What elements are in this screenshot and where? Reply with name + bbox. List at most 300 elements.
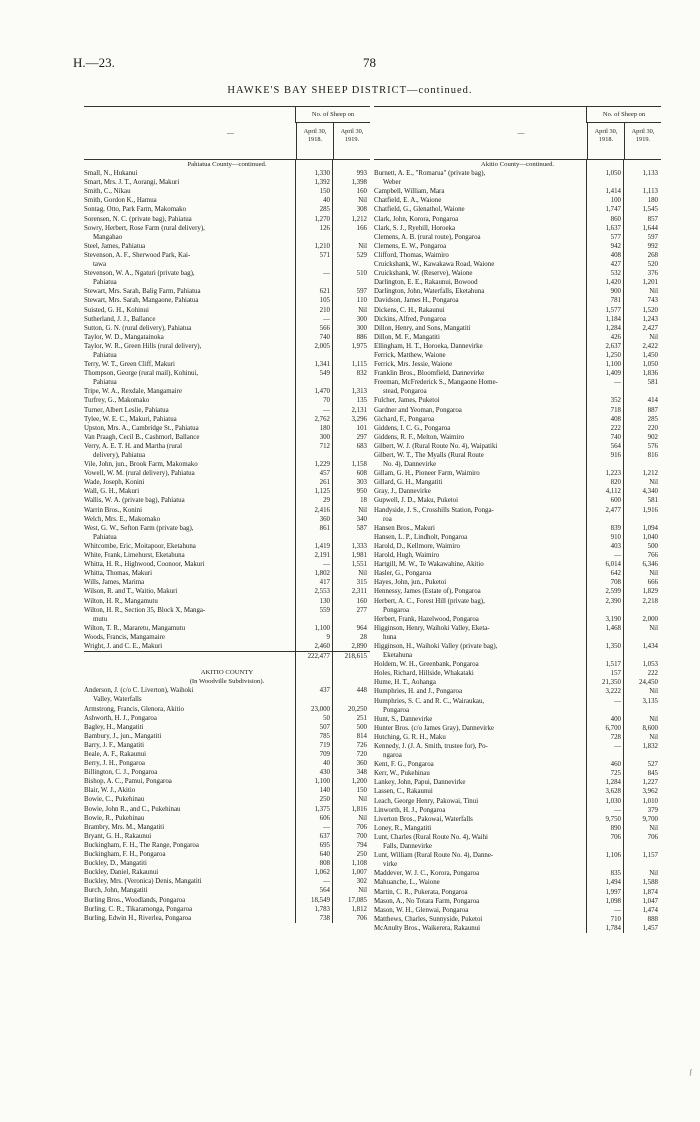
- owner-name: Burling, Edwin H., Riverlea, Pongaroa: [84, 914, 192, 922]
- sheep-1918-value: 1,270: [314, 215, 330, 223]
- table-row: [374, 924, 661, 933]
- owner-name: Hunt, S., Dannevirke: [374, 715, 433, 723]
- sheep-1918-value: 890: [610, 824, 621, 832]
- sheep-1918-value: 571: [319, 251, 330, 259]
- sheep-1919-value: [624, 842, 661, 851]
- owner-name: Hasler, G., Pongaroa: [374, 570, 432, 578]
- table-row: [84, 578, 370, 587]
- table-row: [374, 378, 661, 387]
- sheep-1918-value: 2,477: [605, 506, 621, 514]
- table-row: [84, 850, 370, 859]
- sheep-1918-value: [296, 278, 333, 287]
- sheep-1918-value: 126: [319, 224, 330, 232]
- table-row: [374, 778, 661, 787]
- owner-name: Clark, John, Korora, Pongaroa: [374, 215, 459, 223]
- owner-name: Higginson, H., Waihoki Valley (private bag),: [374, 642, 498, 650]
- left-column: [84, 106, 370, 923]
- owner-name: Clemens, A. B. (rural route), Pongaroa: [374, 233, 481, 241]
- sheep-1918-value: 559: [319, 606, 330, 614]
- sheep-1918-value: 532: [610, 270, 621, 278]
- sheep-1919-value: 706: [356, 914, 367, 922]
- owner-name: [84, 652, 296, 661]
- sheep-1918-value: 606: [319, 814, 330, 822]
- owner-name: Humphries, H. and J., Pongaroa: [374, 688, 463, 696]
- owner-name: Hennessy, James (Estate of), Pongaroa: [374, 588, 481, 596]
- table-row: [374, 342, 661, 351]
- sheep-1919-value: 1,916: [642, 506, 658, 514]
- sheep-1918-value: 709: [319, 751, 330, 758]
- sheep-1918-value: 1,409: [605, 370, 621, 378]
- sheep-1919-value: Nil: [358, 306, 367, 314]
- sheep-1918-value: 9,750: [605, 815, 621, 823]
- sheep-1919-value: 6,346: [642, 561, 658, 569]
- sheep-1919-value: 887: [647, 406, 658, 414]
- table-row: [374, 251, 661, 260]
- sheep-1919-value: 683: [356, 442, 367, 450]
- table-row: [84, 686, 370, 695]
- owner-name: Hayes, John, jun., Puketoi: [374, 579, 447, 587]
- sheep-1918-value: 1,062: [314, 869, 330, 877]
- sheep-1919-value: 726: [356, 741, 367, 749]
- table-row: [374, 287, 661, 296]
- sheep-1919-value: 348: [356, 769, 367, 777]
- owner-name: Bowie, R., Pukehinau: [84, 814, 145, 822]
- owner-name: Mason, W. H., Glenwai, Pongaroa: [374, 906, 469, 914]
- owner-name: Wall, G. H., Makuri: [84, 488, 140, 496]
- table-row: [84, 642, 370, 651]
- sheep-1918-value: 564: [319, 887, 330, 895]
- sheep-1918-value: 2,416: [314, 506, 330, 514]
- page-number: 78: [363, 55, 376, 70]
- sheep-1919-value: 1,520: [642, 306, 658, 314]
- sheep-1919-value: 1,836: [642, 370, 658, 378]
- owner-name: Ellingham, H. T., Horoeka, Dannevirke: [374, 342, 483, 350]
- sheep-1919-value: Nil: [358, 887, 367, 895]
- owner-name: Barry, J. F., Mangatiti: [84, 741, 145, 749]
- sheep-1918-value: 1,419: [314, 542, 330, 550]
- sheep-1918-value: 861: [319, 524, 330, 532]
- table-row: [374, 587, 661, 596]
- sheep-1918-value: —: [614, 379, 621, 387]
- sheep-1919-value: 1,040: [642, 533, 658, 541]
- table-row: [374, 642, 661, 651]
- sheep-1919-value: 251: [356, 714, 367, 722]
- owner-name: Valley, Waterfalls: [93, 696, 142, 704]
- sheep-1918-value: 910: [610, 533, 621, 541]
- owner-name: Hansen, L. P., Lindholt, Pongaroa: [374, 533, 468, 541]
- sheep-1918-value: 300: [319, 433, 330, 441]
- table-row: [84, 433, 370, 442]
- sheep-1919-value: 576: [647, 442, 658, 450]
- sheep-1918-value: 725: [610, 770, 621, 778]
- sheep-1919-value: [333, 533, 370, 542]
- table-row: [84, 841, 370, 850]
- sheep-1918-value: —: [614, 743, 621, 750]
- owner-name: Wilton, H. R., Mangamutu: [84, 597, 158, 605]
- table-row: [374, 824, 661, 833]
- sheep-1919-value: 1,115: [351, 361, 367, 369]
- year-1919-heading: April 30, 1919.: [333, 123, 370, 159]
- table-row: [374, 906, 661, 915]
- table-row: [84, 506, 370, 515]
- sheep-1918-value: 1,284: [605, 779, 621, 787]
- owner-name: Giddens, R. F., Melton, Waimiro: [374, 433, 465, 441]
- owner-name: Turner, Albert Leslie, Pahiatua: [84, 406, 169, 414]
- owner-name: Smith, C., Nikau: [84, 188, 131, 196]
- table-row: [84, 351, 370, 360]
- sheep-1919-value: 135: [356, 397, 367, 405]
- table-row: [84, 877, 370, 886]
- table-row: [84, 269, 370, 278]
- owner-name: Beale, A. F., Rakaunui: [84, 751, 147, 758]
- sheep-1918-value: 820: [610, 479, 621, 487]
- table-row: [374, 606, 661, 615]
- sheep-1919-value: [333, 278, 370, 287]
- table-row: [374, 697, 661, 706]
- table-row: [374, 260, 661, 269]
- table-row: [84, 886, 370, 895]
- sheep-1918-value: 1,100: [314, 778, 330, 786]
- table-row: [374, 687, 661, 696]
- sheep-1918-value: [296, 260, 333, 269]
- sheep-1918-value: 1,747: [605, 206, 621, 214]
- sheep-1918-value: —: [323, 561, 330, 569]
- sheep-1918-value: [587, 842, 624, 851]
- table-row: [84, 587, 370, 596]
- table-row: [374, 215, 661, 224]
- owner-name: White, Frank, Limehurst, Eketahuna: [84, 552, 185, 560]
- table-row: [84, 342, 370, 351]
- sheep-1918-value: 1,100: [314, 624, 330, 632]
- table-row: [374, 878, 661, 887]
- sheep-1919-value: 666: [647, 579, 658, 587]
- sheep-1918-value: 695: [319, 841, 330, 849]
- sheep-1918-value: 1,350: [605, 642, 621, 650]
- sheep-1919-value: 743: [647, 297, 658, 305]
- table-row: [374, 660, 661, 669]
- sheep-1918-value: 621: [319, 288, 330, 296]
- sheep-1918-value: 437: [319, 687, 330, 695]
- sheep-1919-value: [333, 378, 370, 387]
- sheep-1918-value: 261: [319, 479, 330, 487]
- sheep-1919-value: 2,131: [351, 406, 367, 414]
- owner-name: Stewart, Mrs. Sarah, Balig Farm, Pahiatua: [84, 288, 201, 296]
- sheep-1918-value: 507: [319, 723, 330, 731]
- table-row: [374, 751, 661, 760]
- owner-name: Harold, D., Kellmore, Waimiro: [374, 542, 461, 550]
- owner-name: Pongaroa: [383, 606, 410, 614]
- table-row: [374, 851, 661, 860]
- table-row: [374, 242, 661, 251]
- table-row: [374, 205, 661, 214]
- table-row: [84, 224, 370, 233]
- owner-name: Smith, Gordon K., Hamua: [84, 197, 157, 205]
- table-row: [84, 868, 370, 877]
- owner-name: Mason, A., No Totara Farm, Pongaroa: [374, 897, 480, 905]
- sheep-1918-value: —: [323, 270, 330, 278]
- table-row: [84, 515, 370, 524]
- sheep-1919-value: 1,007: [351, 869, 367, 877]
- sheep-1919-value: 28: [360, 633, 367, 641]
- table-row: [374, 460, 661, 469]
- table-row: [84, 542, 370, 551]
- sheep-1919-value: Nil: [649, 479, 658, 487]
- name-column-heading: —: [227, 129, 234, 137]
- owner-name: Wilson, R. and T., Waitio, Makuri: [84, 588, 178, 596]
- owner-name: Wilton, T. R., Mararetu, Mangamutu: [84, 624, 186, 632]
- sheep-1919-value: 379: [647, 806, 658, 814]
- sheep-1919-value: 1,829: [642, 588, 658, 596]
- sheep-1918-value: [296, 233, 333, 242]
- owner-name: Martin, C. R., Pukerata, Pongaroa: [374, 888, 468, 896]
- owner-name: Steel, James, Pahiatua: [84, 242, 146, 250]
- sheep-1919-value: 608: [356, 470, 367, 478]
- table-row: [374, 560, 661, 569]
- owner-name: Wallis, W. A. (private bag), Pahiatua: [84, 497, 185, 505]
- owner-name: Gilbert, W. J. (Rural Route No. 4), Waipatiki: [374, 442, 498, 450]
- table-row: [84, 750, 370, 759]
- owner-name: West, G. W., Sefton Farm (private bag),: [84, 524, 194, 532]
- sheep-1918-value: 2,762: [314, 415, 330, 423]
- table-row: [84, 795, 370, 804]
- owner-name: Pahiatua County—continued.: [187, 161, 267, 168]
- sheep-1918-value: 426: [610, 333, 621, 341]
- table-row: [84, 415, 370, 424]
- section-heading: [84, 160, 370, 169]
- owner-name: Bowie, C., Pukehinau: [84, 796, 145, 804]
- sheep-1919-value: 950: [356, 488, 367, 496]
- table-row: [84, 296, 370, 305]
- sheep-1919-value: 268: [647, 251, 658, 259]
- table-row: [84, 378, 370, 387]
- owner-name: Pahiatua: [93, 279, 117, 287]
- sheep-1919-value: 993: [356, 170, 367, 178]
- owner-name: Chatfield, E. A., Waione: [374, 197, 442, 205]
- sheep-1918-value: 860: [610, 215, 621, 223]
- owner-name: Leach, George Henry, Pakowai, Tinui: [374, 797, 479, 805]
- table-row: [374, 196, 661, 205]
- sheep-1918-value: 100: [610, 197, 621, 205]
- report-reference: H.—23.: [73, 55, 115, 70]
- sheep-1919-value: Nil: [649, 624, 658, 632]
- table-row: [84, 360, 370, 369]
- owner-name: Kerr, W., Pukehinau: [374, 770, 430, 778]
- owner-name: Gichard, F., Pongaroa: [374, 415, 435, 423]
- sheep-1918-value: 70: [323, 397, 330, 405]
- sheep-1919-value: [624, 460, 661, 469]
- table-row: [84, 560, 370, 569]
- sheep-1918-value: 1,517: [605, 661, 621, 669]
- owner-name: Cruickshank, W., Kawakawa Road, Waione: [374, 261, 495, 269]
- sheep-1918-value: 1,050: [605, 170, 621, 178]
- sheep-1918-value: 1,106: [605, 852, 621, 860]
- sheep-1919-value: 1,133: [642, 170, 658, 178]
- sheep-1919-value: 1,474: [642, 906, 658, 914]
- owner-name: Gray, J., Dannevirke: [374, 488, 431, 496]
- sheep-1918-value: 637: [319, 832, 330, 840]
- sheep-1918-value: 839: [610, 524, 621, 532]
- table-row: [374, 396, 661, 405]
- column-rule: [332, 160, 333, 923]
- sheep-1919-value: 992: [647, 242, 658, 250]
- sheep-1918-value: 900: [610, 288, 621, 296]
- owner-name: Hansen Bros., Makuri: [374, 524, 435, 532]
- sheep-1918-value: 566: [319, 324, 330, 332]
- owner-name: Suisted, G. H., Kohinui: [84, 306, 149, 314]
- table-row: [84, 597, 370, 606]
- total-row: [84, 651, 370, 661]
- sheep-1919-value: Nil: [649, 570, 658, 578]
- owner-name: Woods, Francis, Mangamaire: [84, 633, 165, 641]
- sheep-1918-value: 250: [319, 796, 330, 804]
- owner-name: Darlington, John, Waterfalls, Eketahuna: [374, 288, 485, 296]
- sheep-1919-value: 520: [647, 261, 658, 269]
- sheep-1919-value: 500: [356, 723, 367, 731]
- table-row: [374, 806, 661, 815]
- table-row: [84, 460, 370, 469]
- owner-name: Matthews, Charles, Sunnyside, Puketoi: [374, 915, 483, 923]
- sheep-1918-value: [296, 378, 333, 387]
- table-row: [84, 242, 370, 251]
- sheep-1919-value: [624, 860, 661, 869]
- owner-name: Burnett, A. E., "Romarua" (private bag),: [374, 170, 486, 178]
- owner-name: Small, N., Hukanui: [84, 170, 138, 178]
- table-row: [84, 777, 370, 786]
- sheep-1918-value: 2,005: [314, 342, 330, 350]
- sheep-1918-value: 2,599: [605, 588, 621, 596]
- table-row: [84, 233, 370, 242]
- sheep-1918-value: 1,125: [314, 488, 330, 496]
- sheep-1919-value: Nil: [649, 715, 658, 723]
- table-row: [374, 469, 661, 478]
- sheep-1919-value: 300: [356, 324, 367, 332]
- sheep-1918-value: —: [323, 823, 330, 831]
- table-row: [84, 469, 370, 478]
- owner-name: Lankey, John, Papui, Dannevirke: [374, 779, 466, 787]
- owner-name: Mangahao: [93, 233, 123, 241]
- owner-name: Wade, Joseph, Konini: [84, 479, 145, 487]
- sheep-1918-value: 1,284: [605, 324, 621, 332]
- sheep-1919-value: Nil: [649, 870, 658, 878]
- right-column: [374, 106, 661, 933]
- page-header: [73, 55, 660, 75]
- sheep-1918-value: 457: [319, 470, 330, 478]
- owner-name: Holdem, W. H., Greenbank, Pongaroa: [374, 661, 479, 669]
- sheep-1918-value: 210: [319, 306, 330, 314]
- owner-name: Tylee, W. E. C., Makuri, Pahiatua: [84, 415, 177, 423]
- sheep-1918-value: 1,330: [314, 170, 330, 178]
- sheep-1918-value: 718: [610, 406, 621, 414]
- table-row: [374, 415, 661, 424]
- owner-name: Sorensen, N. C. (private bag), Pahiatua: [84, 215, 192, 223]
- owner-name: Wilton, H. R., Section 35, Block X, Manga-: [84, 606, 206, 614]
- table-row: [374, 624, 661, 633]
- sheep-1919-value: 297: [356, 433, 367, 441]
- owner-name: McAnulty Bros., Waikerera, Rakaunui: [374, 924, 481, 932]
- sheep-1919-value: [333, 233, 370, 242]
- sheep-1919-value: 1,333: [351, 542, 367, 550]
- sheep-1918-value: 40: [323, 760, 330, 768]
- sheep-1919-value: 1,050: [642, 361, 658, 369]
- sheep-1919-value: 1,816: [351, 805, 367, 813]
- sheep-1918-value: 1,802: [314, 570, 330, 578]
- table-row: [84, 823, 370, 832]
- margin-mark: ʃ: [689, 1068, 692, 1076]
- table-row: [84, 533, 370, 542]
- sheep-1918-value: 403: [610, 542, 621, 550]
- sheep-1918-value: 1,414: [605, 188, 621, 196]
- owner-name: Ferrick, Mrs. Jessie, Waione: [374, 361, 453, 369]
- table-row: [374, 578, 661, 587]
- table-row: [374, 442, 661, 451]
- sheep-1919-value: 414: [647, 397, 658, 405]
- column-rule: [295, 160, 296, 923]
- sheep-1919-value: [624, 651, 661, 660]
- table-row: [374, 533, 661, 542]
- sheep-1919-value: 794: [356, 841, 367, 849]
- sheep-1918-value: 719: [319, 741, 330, 749]
- table-row: [374, 451, 661, 460]
- sheep-1919-value: 857: [647, 215, 658, 223]
- table-row: [84, 306, 370, 315]
- owner-name: Sontag, Otto, Park Farm, Makomako: [84, 206, 187, 214]
- sheep-1919-value: [624, 606, 661, 615]
- sheep-1919-value: 277: [356, 606, 367, 614]
- table-row: [374, 506, 661, 515]
- owner-name: Verry, A. E. T. H. and Martha (rural: [84, 442, 183, 450]
- sheep-1918-value: 2,637: [605, 342, 621, 350]
- sheep-1919-value: 166: [356, 224, 367, 232]
- table-row: [84, 606, 370, 615]
- sheep-1918-value: 942: [610, 242, 621, 250]
- sheep-1919-value: 340: [356, 515, 367, 523]
- sheep-1918-value: 710: [610, 915, 621, 923]
- table-row: [374, 787, 661, 796]
- sheep-1918-value: 9: [326, 633, 330, 641]
- sheep-1918-value: 352: [610, 397, 621, 405]
- sheep-1919-value: 1,975: [351, 342, 367, 350]
- owner-name: Campbell, William, Mara: [374, 188, 445, 196]
- sheep-1918-value: 1,184: [605, 315, 621, 323]
- table-row: [84, 714, 370, 723]
- sheep-1919-value: [333, 695, 370, 704]
- sheep-1919-value: 597: [356, 288, 367, 296]
- sheep-1918-value: 640: [319, 851, 330, 859]
- owner-name: Clifford, Thomas, Waimiro: [374, 251, 449, 259]
- sheep-1918-value: 2,191: [314, 552, 330, 560]
- sheep-1919-value: 360: [356, 760, 367, 768]
- sheep-1918-value: [587, 606, 624, 615]
- owner-name: Pongaroa: [383, 706, 410, 714]
- owner-name: Liverton Bros., Pakowai, Waterfalls: [374, 815, 473, 823]
- sheep-1919-value: 1,212: [351, 215, 367, 223]
- sheep-1919-value: 1,874: [642, 888, 658, 896]
- sheep-1918-value: 2,390: [605, 597, 621, 605]
- owner-name: Buckley, Mrs. (Veronica) Denis, Mangatiti: [84, 878, 202, 886]
- table-row: [84, 196, 370, 205]
- table-row: [374, 742, 661, 751]
- sheep-1919-value: 510: [356, 270, 367, 278]
- sheep-1918-value: 600: [610, 497, 621, 505]
- sheep-1919-value: 303: [356, 479, 367, 487]
- name-column-heading: —: [517, 129, 525, 137]
- owner-name: Vowell, W. M. (rural delivery), Pahiatua: [84, 470, 195, 478]
- sheep-1919-value: [624, 706, 661, 715]
- sheep-1919-value: 845: [647, 770, 658, 778]
- sheep-1919-value: 8,600: [642, 724, 658, 732]
- table-row: [84, 205, 370, 214]
- sheep-1918-value: 29: [323, 497, 330, 505]
